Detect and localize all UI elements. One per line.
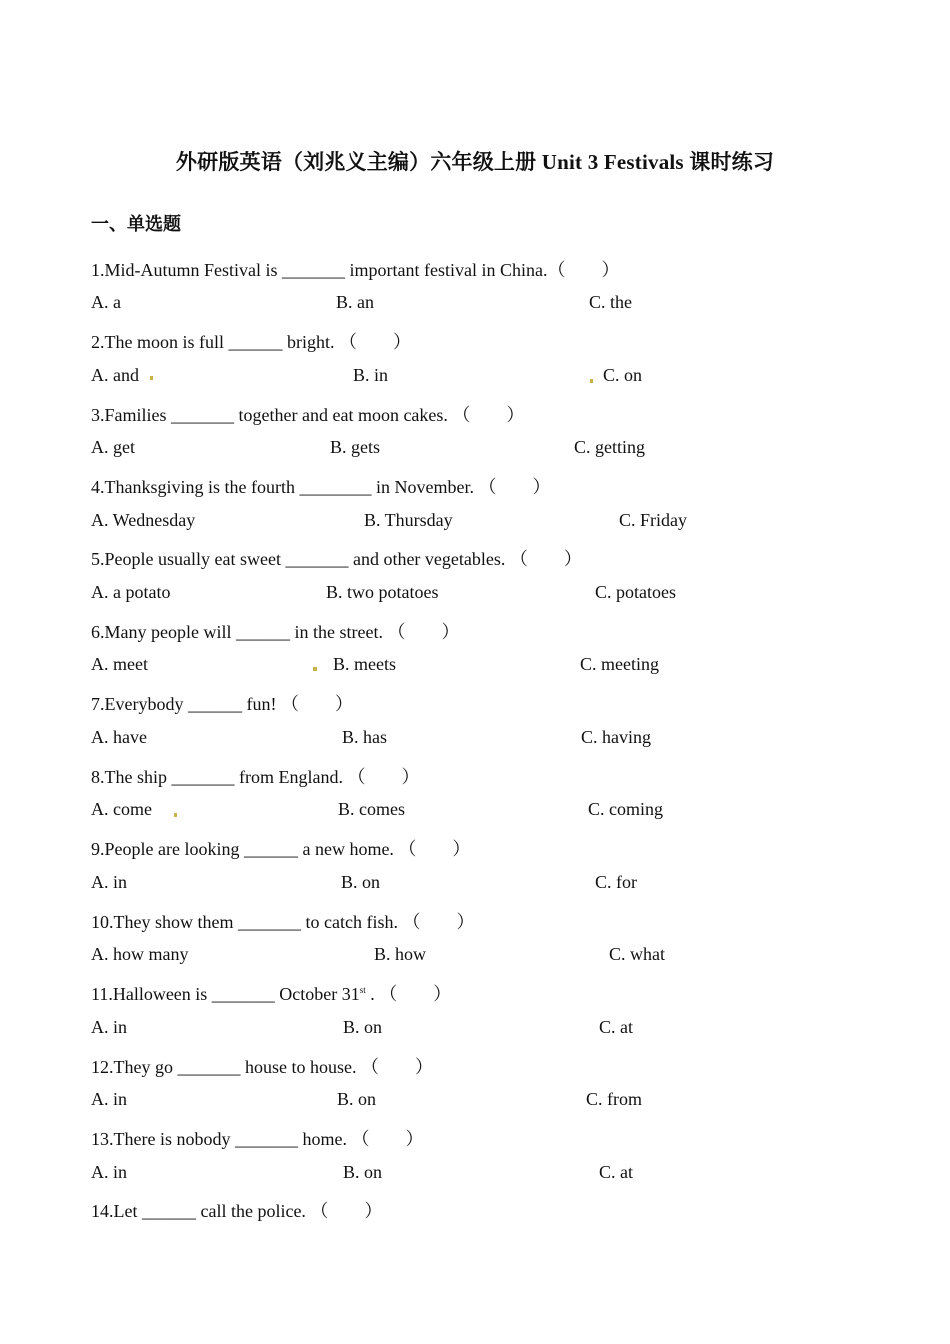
q13-option-a: A. in (91, 1162, 127, 1182)
q3-option-c: C. getting (574, 437, 645, 457)
q7-option-a: A. have (91, 727, 147, 747)
q9-option-b: B. on (341, 872, 381, 892)
q4-option-a: A. Wednesday (91, 510, 196, 530)
q10-option-b: B. how (374, 944, 427, 964)
question-9: 9.People are looking ______ a new home. （ ） (91, 839, 471, 859)
q3-option-b: B. gets (330, 437, 381, 457)
q12-option-c: C. from (586, 1089, 642, 1109)
q2-option-c: C. on (603, 365, 643, 385)
q6-option-c: C. meeting (580, 654, 659, 674)
q4-option-c: C. Friday (619, 510, 688, 530)
section-heading: 一、单选题 (91, 214, 181, 234)
q1-option-b: B. an (336, 292, 374, 312)
question-2: 2.The moon is full ______ bright. （ ） (91, 332, 411, 352)
q12-option-a: A. in (91, 1089, 127, 1109)
question-1: 1.Mid-Autumn Festival is _______ important festival in China.（ ） (91, 260, 620, 280)
speck-mark (590, 379, 593, 383)
question-8: 8.The ship _______ from England. （ ） (91, 767, 420, 787)
q11-option-b: B. on (343, 1017, 383, 1037)
speck-mark (174, 813, 177, 817)
q1-option-a: A. a (91, 292, 121, 312)
q4-option-b: B. Thursday (364, 510, 453, 530)
q13-option-b: B. on (343, 1162, 383, 1182)
q5-option-b: B. two potatoes (326, 582, 439, 602)
question-3: 3.Families _______ together and eat moon cakes. （ ） (91, 405, 525, 425)
question-14: 14.Let ______ call the police. （ ） (91, 1201, 383, 1221)
q8-option-b: B. comes (338, 799, 405, 819)
question-11 (91, 980, 451, 1006)
q5-option-c: C. potatoes (595, 582, 676, 602)
question-12: 12.They go _______ house to house. （ ） (91, 1057, 433, 1077)
q10-option-a: A. how many (91, 944, 189, 964)
q2-option-a: A. and (91, 365, 139, 385)
q2-option-b: B. in (353, 365, 389, 385)
q7-option-b: B. has (342, 727, 387, 747)
q3-option-a: A. get (91, 437, 135, 457)
q5-option-a: A. a potato (91, 582, 171, 602)
q7-option-c: C. having (581, 727, 651, 747)
question-6: 6.Many people will ______ in the street. （ ） (91, 622, 460, 642)
q9-option-c: C. for (595, 872, 637, 892)
q11-option-a: A. in (91, 1017, 127, 1037)
q1-option-c: C. the (589, 292, 632, 312)
q9-option-a: A. in (91, 872, 127, 892)
q6-option-b: B. meets (333, 654, 396, 674)
question-4: 4.Thanksgiving is the fourth ________ in November. （ ） (91, 477, 551, 497)
question-11-tail: . （ ） (365, 984, 452, 1004)
question-13: 13.There is nobody _______ home. （ ） (91, 1129, 424, 1149)
q8-option-a: A. come (91, 799, 152, 819)
q12-option-b: B. on (337, 1089, 377, 1109)
question-11-text: 11.Halloween is _______ October 31 (91, 984, 360, 1004)
question-5: 5.People usually eat sweet _______ and other vegetables. （ ） (91, 549, 582, 569)
q10-option-c: C. what (609, 944, 665, 964)
speck-mark (150, 376, 153, 380)
page-title: 外研版英语（刘兆义主编）六年级上册 Unit 3 Festivals 课时练习 (175, 150, 775, 174)
q13-option-c: C. at (599, 1162, 633, 1182)
question-10: 10.They show them _______ to catch fish. （ ） (91, 912, 475, 932)
q11-option-c: C. at (599, 1017, 633, 1037)
speck-mark (313, 667, 317, 671)
q8-option-c: C. coming (588, 799, 663, 819)
question-7: 7.Everybody ______ fun! （ ） (91, 694, 353, 714)
q6-option-a: A. meet (91, 654, 148, 674)
ordinal-suffix: st (359, 985, 366, 995)
